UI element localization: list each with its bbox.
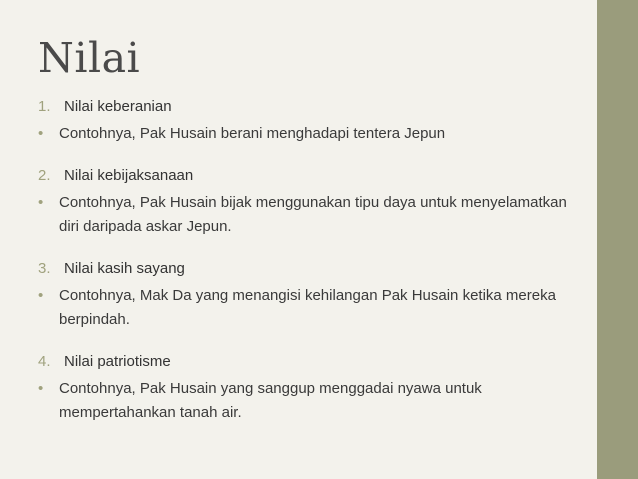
bullet-text: Contohnya, Pak Husain bijak menggunakan tipu daya untuk menyelamatkan diri daripada askar Jepun. xyxy=(59,194,567,235)
bullet-row xyxy=(38,191,588,239)
bullet-icon: • xyxy=(38,125,44,142)
item-heading xyxy=(38,352,588,372)
bullet-text: Contohnya, Mak Da yang menangisi kehilangan Pak Husain ketika mereka berpindah. xyxy=(59,287,556,328)
bullet-row xyxy=(38,122,588,146)
item-heading-text: Nilai patriotisme xyxy=(64,353,171,370)
bullet-icon: • xyxy=(38,287,44,304)
item-number: 2. xyxy=(38,167,51,184)
item-heading xyxy=(38,166,588,186)
item-number: 1. xyxy=(38,98,51,115)
item-heading-text: Nilai keberanian xyxy=(64,98,172,115)
bullet-icon: • xyxy=(38,380,44,397)
slide-content xyxy=(38,97,588,445)
bullet-row xyxy=(38,284,588,332)
list-item xyxy=(38,352,588,425)
list-item xyxy=(38,166,588,239)
item-heading xyxy=(38,97,588,117)
bullet-text: Contohnya, Pak Husain yang sanggup menggadai nyawa untuk mempertahankan tanah air. xyxy=(59,380,482,421)
bullet-icon: • xyxy=(38,194,44,211)
accent-side-bar xyxy=(597,0,638,479)
list-item xyxy=(38,259,588,332)
item-heading xyxy=(38,259,588,279)
list-item xyxy=(38,97,588,146)
bullet-text: Contohnya, Pak Husain berani menghadapi tentera Jepun xyxy=(59,125,446,142)
slide-title: Nilai xyxy=(38,34,141,82)
item-heading-text: Nilai kasih sayang xyxy=(64,260,185,277)
item-heading-text: Nilai kebijaksanaan xyxy=(64,167,194,184)
item-number: 3. xyxy=(38,260,51,277)
item-number: 4. xyxy=(38,353,51,370)
bullet-row xyxy=(38,377,588,425)
